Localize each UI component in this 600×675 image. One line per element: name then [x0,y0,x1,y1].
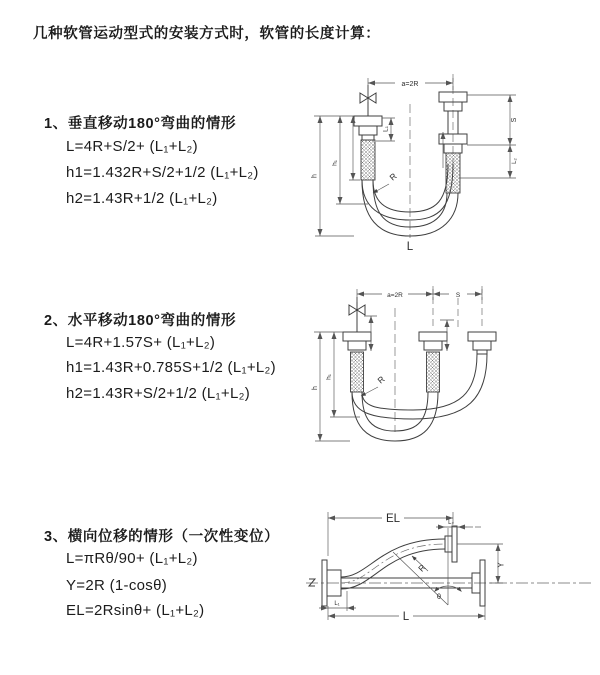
section-1-formula-L: L=4R+S/2+ (L₁+L₂) [66,138,198,155]
right-pipe-fitting [468,332,496,354]
dim-span [368,78,453,102]
dim-label-h: h [311,174,319,178]
dim-label-radius: R [375,373,387,386]
dim-fit-right [436,520,482,530]
diagram-vertical-180-bend [310,68,545,268]
section-2-heading: 2、水平移动180°弯曲的情形 [44,313,237,329]
radius-leader [412,556,428,574]
dim-label-offset: Y [496,562,506,568]
dim-span [357,289,482,302]
angle-construction [393,528,462,605]
dim-label-h1: h₁ [331,160,339,166]
dim-label-stroke: S [455,292,461,299]
page-title: 几种软管运动型式的安装方式时，软管的长度计算： [33,26,381,42]
dim-label-h1: h₁ [325,374,333,380]
middle-pipe-fitting [419,332,447,392]
dim-label-span: a=2R [387,292,403,299]
dim-label-fit-left: L₁ [382,126,390,132]
section-1-formula-h1: h1=1.432R+S/2+1/2 (L₁+L₂) [66,164,259,181]
section-3-formula-Y: Y=2R (1-cosθ) [66,577,168,594]
dim-label-fit-right: L₂ [512,158,518,164]
centerline-break-mark [309,579,315,586]
left-pipe-fitting [343,332,371,392]
section-1-heading: 1、垂直移动180°弯曲的情形 [44,116,237,132]
dim-label-radius: R [416,562,428,574]
dim-label-fit-right: L₂ [448,520,454,526]
dim-label-h: h [312,386,319,390]
dim-label-length: L [402,611,410,623]
section-3-heading: 3、横向位移的情形（一次性变位） [44,529,280,545]
dim-label-length: L [406,241,414,253]
dim-offset [457,544,506,583]
braid-section [361,140,375,180]
dim-label-radius: R [387,170,399,183]
dim-label-stroke: S [511,117,518,123]
radius-leader [373,171,399,193]
section-3-formula-L: L=πRθ/90+ (L₁+L₂) [66,550,198,567]
diagram-horizontal-180-bend [310,280,520,455]
dim-label-el: EL [385,513,401,525]
section-2-formula-h2: h2=1.43R+S/2+1/2 (L₁+L₂) [66,385,251,402]
dim-label-fit-left: L₁ [334,601,340,607]
dim-fit-left [376,118,395,141]
section-2-formula-L: L=4R+1.57S+ (L₁+L₂) [66,334,216,351]
hose-u-bend [352,354,487,441]
section-1-formula-h2: h2=1.43R+1/2 (L₁+L₂) [66,190,218,207]
left-pipe-fitting [354,116,382,180]
dim-fittings [364,316,454,351]
dim-label-span: a=2R [401,81,419,88]
dim-label-angle: θ [436,592,442,601]
dim-heights [312,116,369,236]
section-3-formula-EL: EL=2Rsinθ+ (L₁+L₂) [66,602,205,619]
section-2-formula-h1: h1=1.43R+0.785S+1/2 (L₁+L₂) [66,359,276,376]
valve-icon [349,297,365,332]
radius-leader [361,374,387,396]
diagram-lateral-displacement [300,498,600,658]
